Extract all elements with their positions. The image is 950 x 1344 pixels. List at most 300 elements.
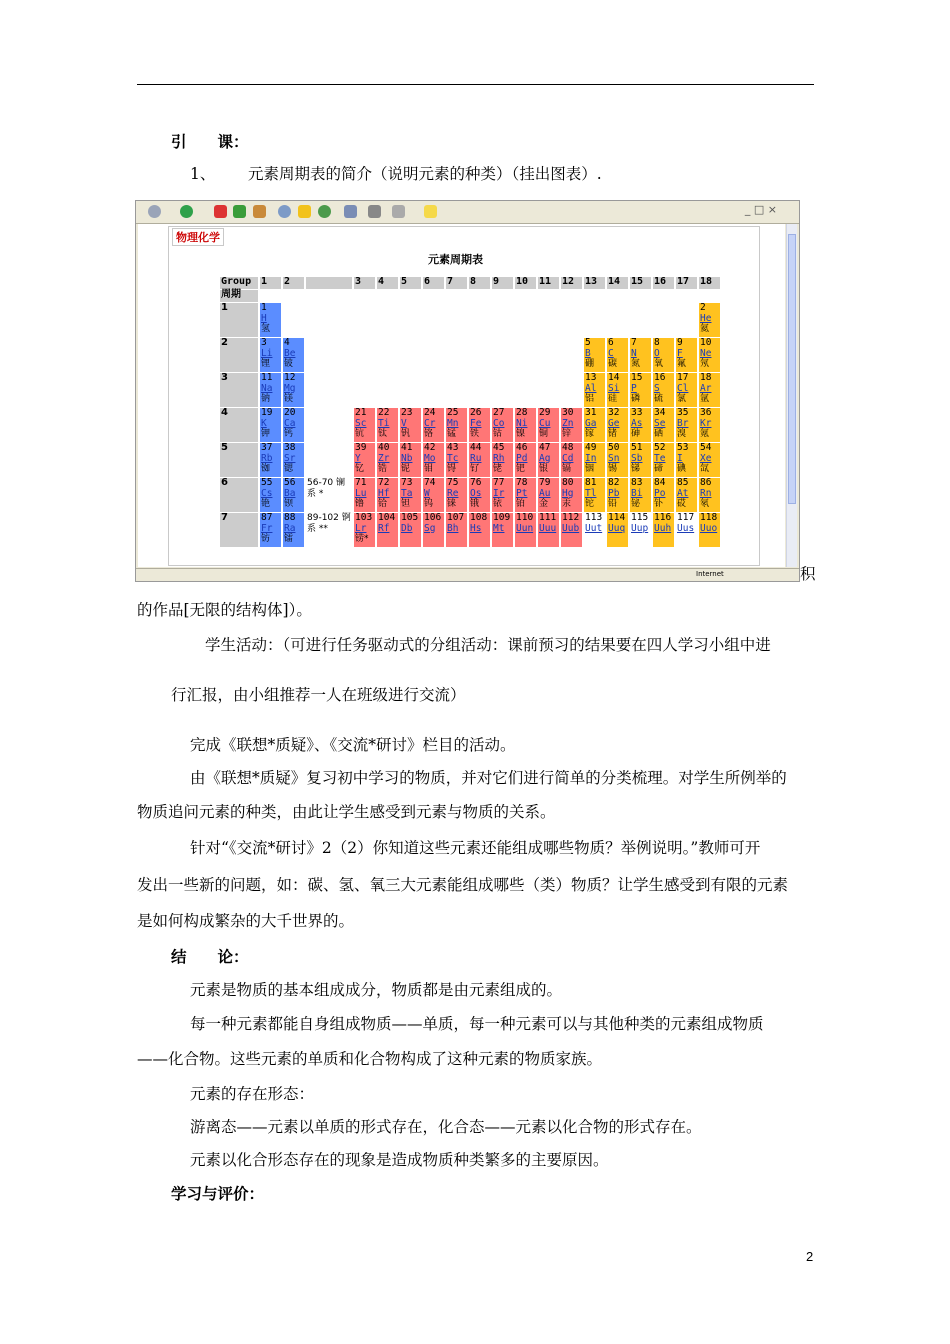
browser-screenshot — [135, 200, 800, 582]
element-name: 钽 — [401, 499, 411, 509]
element-cell — [653, 478, 674, 512]
group-header: 2 — [283, 277, 304, 289]
element-number: 4 — [284, 337, 290, 348]
print-icon[interactable] — [368, 205, 381, 218]
element-number: 18 — [700, 372, 712, 383]
element-name: 钫 — [261, 534, 271, 544]
group-header: 3 — [354, 277, 375, 289]
element-cell — [630, 443, 651, 477]
conclusion-1: 元素是物质的基本组成成分，物质都是由元素组成的。 — [190, 981, 563, 999]
element-symbol-link[interactable]: Rh — [493, 452, 505, 464]
element-symbol-link[interactable]: Pd — [516, 452, 528, 464]
element-cell — [283, 373, 304, 407]
element-name: 硼 — [585, 359, 595, 369]
element-cell — [260, 443, 281, 477]
element-number: 45 — [493, 442, 505, 453]
element-number: 118 — [700, 512, 718, 523]
element-symbol-link[interactable]: Uuu — [539, 522, 557, 534]
element-number: 76 — [470, 477, 482, 488]
element-name: 铱 — [493, 499, 503, 509]
element-name: 镁 — [284, 394, 294, 404]
element-symbol-link[interactable]: Sb — [631, 452, 643, 464]
folder-icon[interactable] — [424, 205, 437, 218]
element-name: 锆 — [378, 464, 388, 474]
empty-cell — [446, 338, 467, 372]
element-number: 19 — [261, 407, 273, 418]
element-symbol-link[interactable]: Sg — [424, 522, 436, 534]
element-symbol-link[interactable]: Ag — [539, 452, 551, 464]
element-symbol-link[interactable]: Te — [654, 452, 666, 464]
mail-icon[interactable] — [344, 205, 357, 218]
forward-icon[interactable] — [180, 205, 193, 218]
history-icon[interactable] — [318, 205, 331, 218]
element-symbol-link[interactable]: Xe — [700, 452, 712, 464]
element-name: 铋 — [631, 499, 641, 509]
element-symbol-link[interactable]: P — [631, 382, 637, 394]
element-number: 41 — [401, 442, 413, 453]
element-number: 17 — [677, 372, 689, 383]
element-symbol-link[interactable]: C — [608, 347, 614, 359]
paragraph-3b: 发出一些新的问题，如：碳、氢、氧三大元素能组成哪些（类）物质？让学生感受到有限的元素 — [137, 876, 789, 894]
element-symbol-link[interactable]: Cl — [677, 382, 689, 394]
periodic-table-title: 元素周期表 — [428, 253, 483, 266]
group-header: 8 — [469, 277, 490, 289]
text-tail-char: 积 — [800, 565, 816, 583]
group-header-label: Group — [220, 277, 258, 289]
element-name: 铼 — [447, 499, 457, 509]
site-tab[interactable]: 物理化学 — [172, 228, 224, 246]
element-cell — [699, 443, 720, 477]
element-number: 73 — [401, 477, 413, 488]
element-cell — [469, 408, 490, 442]
element-symbol-link[interactable]: Ni — [516, 417, 528, 429]
element-number: 72 — [378, 477, 390, 488]
element-symbol-link[interactable]: Ti — [378, 417, 390, 429]
element-cell — [423, 408, 444, 442]
element-symbol-link[interactable]: Uuq — [608, 522, 626, 534]
empty-cell — [354, 303, 375, 337]
element-symbol-link[interactable]: Kr — [700, 417, 712, 429]
element-cell — [283, 478, 304, 512]
element-cell — [492, 443, 513, 477]
element-cell — [492, 478, 513, 512]
element-number: 23 — [401, 407, 413, 418]
element-number: 13 — [585, 372, 597, 383]
element-symbol-link[interactable]: Rf — [378, 522, 390, 534]
element-cell — [607, 408, 628, 442]
empty-cell — [492, 373, 513, 407]
element-number: 107 — [447, 512, 465, 523]
element-symbol-link[interactable]: Bi — [631, 487, 643, 499]
activity-line-2: 行汇报，由小组推荐一人在班级进行交流） — [171, 686, 466, 704]
element-number: 34 — [654, 407, 666, 418]
element-symbol-link[interactable]: Si — [608, 382, 620, 394]
empty-cell — [354, 338, 375, 372]
element-symbol-link[interactable]: W — [424, 487, 430, 499]
element-name: 钌 — [470, 464, 480, 474]
element-number: 31 — [585, 407, 597, 418]
element-symbol-link[interactable]: Zr — [378, 452, 390, 464]
conclusion-2a: 每一种元素都能自身组成物质——单质，每一种元素可以与其他种类的元素组成物质 — [190, 1015, 764, 1033]
element-symbol-link[interactable]: Ba — [284, 487, 296, 499]
element-number: 77 — [493, 477, 505, 488]
element-number: 20 — [284, 407, 296, 418]
element-number: 115 — [631, 512, 649, 523]
element-cell — [699, 338, 720, 372]
element-symbol-link[interactable]: S — [654, 382, 660, 394]
empty-cell — [469, 303, 490, 337]
element-number: 53 — [677, 442, 689, 453]
element-cell — [607, 513, 628, 547]
element-symbol-link[interactable]: Bh — [447, 522, 459, 534]
element-symbol-link[interactable]: Mg — [284, 382, 296, 394]
element-symbol-link[interactable]: Au — [539, 487, 551, 499]
empty-cell — [538, 303, 559, 337]
element-cell — [630, 408, 651, 442]
element-cell — [423, 478, 444, 512]
element-symbol-link[interactable]: Zn — [562, 417, 574, 429]
element-cell — [260, 338, 281, 372]
empty-cell — [306, 303, 352, 337]
empty-cell — [515, 338, 536, 372]
element-name: 砹 — [677, 499, 687, 509]
element-number: 24 — [424, 407, 436, 418]
study-heading: 学习与评价： — [171, 1185, 265, 1203]
element-symbol-link[interactable]: Se — [654, 417, 666, 429]
empty-cell — [377, 303, 398, 337]
edit-icon[interactable] — [392, 205, 405, 218]
element-cell — [377, 513, 398, 547]
element-name: 铹* — [355, 534, 369, 544]
element-symbol-link[interactable]: In — [585, 452, 597, 464]
element-symbol-link[interactable]: Uus — [677, 522, 695, 534]
paragraph-1: 完成《联想*质疑》、《交流*研讨》栏目的活动。 — [190, 736, 516, 754]
element-symbol-link[interactable]: Sr — [284, 452, 296, 464]
period-number: 5 — [220, 443, 258, 477]
element-symbol-link[interactable]: Na — [261, 382, 273, 394]
element-number: 46 — [516, 442, 528, 453]
element-symbol-link[interactable]: Hs — [470, 522, 482, 534]
element-symbol-link[interactable]: Cd — [562, 452, 574, 464]
element-symbol-link[interactable]: Br — [677, 417, 689, 429]
element-name: 铜 — [539, 429, 549, 439]
element-name: 铌 — [401, 464, 411, 474]
element-cell — [561, 408, 582, 442]
element-name: 钼 — [424, 464, 434, 474]
element-number: 49 — [585, 442, 597, 453]
paragraph-3c: 是如何构成繁杂的大千世界的。 — [137, 912, 355, 930]
element-symbol-link[interactable]: Ca — [284, 417, 296, 429]
element-name: 磷 — [631, 394, 641, 404]
element-number: 71 — [355, 477, 367, 488]
element-cell — [676, 513, 697, 547]
element-name: 氖 — [700, 359, 710, 369]
element-symbol-link[interactable]: As — [631, 417, 643, 429]
element-name: 锶 — [284, 464, 294, 474]
element-symbol-link[interactable]: Co — [493, 417, 505, 429]
element-symbol-link[interactable]: F — [677, 347, 683, 359]
element-symbol-link[interactable]: Cs — [261, 487, 273, 499]
home-icon[interactable] — [253, 205, 266, 218]
element-name: 铯 — [261, 499, 271, 509]
element-symbol-link[interactable]: V — [401, 417, 407, 429]
empty-cell — [492, 338, 513, 372]
element-cell — [630, 373, 651, 407]
empty-cell — [584, 303, 605, 337]
period-number: 4 — [220, 408, 258, 442]
element-name: 钴 — [493, 429, 503, 439]
element-symbol-link[interactable]: Tc — [447, 452, 459, 464]
element-name: 钒 — [401, 429, 411, 439]
conclusion-heading: 结 论： — [171, 948, 249, 966]
element-number: 81 — [585, 477, 597, 488]
conclusion-3: 元素的存在形态： — [190, 1085, 315, 1103]
element-symbol-link[interactable]: Re — [447, 487, 459, 499]
element-symbol-link[interactable]: Lr — [355, 522, 367, 534]
element-symbol-link[interactable]: Nb — [401, 452, 413, 464]
element-cell — [354, 478, 375, 512]
element-number: 42 — [424, 442, 436, 453]
element-symbol-link[interactable]: Pt — [516, 487, 528, 499]
element-symbol-link[interactable]: K — [261, 417, 267, 429]
element-number: 86 — [700, 477, 712, 488]
element-name: 铂 — [516, 499, 526, 509]
element-cell — [699, 373, 720, 407]
element-name: 汞 — [562, 499, 572, 509]
element-symbol-link[interactable]: B — [585, 347, 591, 359]
element-symbol-link[interactable]: Uuo — [700, 522, 718, 534]
element-number: 50 — [608, 442, 620, 453]
element-symbol-link[interactable]: Ar — [700, 382, 712, 394]
element-symbol-link[interactable]: Uup — [631, 522, 649, 534]
element-name: 镥 — [355, 499, 365, 509]
scrollbar-thumb[interactable] — [788, 234, 796, 504]
element-symbol-link[interactable]: Al — [585, 382, 597, 394]
element-name: 硅 — [608, 394, 618, 404]
element-symbol-link[interactable]: Mt — [493, 522, 505, 534]
element-symbol-link[interactable]: He — [700, 312, 712, 324]
element-name: 锗 — [608, 429, 618, 439]
empty-cell — [423, 373, 444, 407]
group-header: 4 — [377, 277, 398, 289]
lanthanide-series: 56-70 镧系 * — [307, 478, 346, 499]
element-symbol-link[interactable]: Cr — [424, 417, 436, 429]
element-symbol-link[interactable]: Uuh — [654, 522, 672, 534]
element-name: 氯 — [677, 394, 687, 404]
element-number: 37 — [261, 442, 273, 453]
element-symbol-link[interactable]: Mn — [447, 417, 459, 429]
element-symbol-link[interactable]: Pb — [608, 487, 620, 499]
element-name: 氩 — [700, 394, 710, 404]
element-symbol-link[interactable]: Ta — [401, 487, 413, 499]
element-symbol-link[interactable]: Cu — [539, 417, 551, 429]
element-symbol-link[interactable]: Ne — [700, 347, 712, 359]
element-symbol-link[interactable]: Ru — [470, 452, 482, 464]
element-symbol-link[interactable]: Rb — [261, 452, 273, 464]
element-cell — [607, 478, 628, 512]
element-symbol-link[interactable]: Os — [470, 487, 482, 499]
browser-viewport — [138, 224, 785, 567]
element-name: 氮 — [631, 359, 641, 369]
element-cell — [561, 513, 582, 547]
element-name: 氡 — [700, 499, 710, 509]
window-controls[interactable]: _ □ × — [744, 203, 777, 216]
group-header: 12 — [561, 277, 582, 289]
element-cell — [676, 373, 697, 407]
back-icon[interactable] — [148, 205, 161, 218]
empty-cell — [561, 373, 582, 407]
element-symbol-link[interactable]: Uub — [562, 522, 580, 534]
empty-cell — [561, 338, 582, 372]
element-name: 氟 — [677, 359, 687, 369]
empty-cell — [607, 303, 628, 337]
element-number: 7 — [631, 337, 637, 348]
group-header: 1 — [260, 277, 281, 289]
element-number: 28 — [516, 407, 528, 418]
element-number: 48 — [562, 442, 574, 453]
element-number: 106 — [424, 512, 442, 523]
element-name: 镉 — [562, 464, 572, 474]
element-symbol-link[interactable]: Fr — [261, 522, 273, 534]
paragraph-3a: 针对“《交流*研讨》2（2）你知道这些元素还能组成哪些物质？举例说明。”教师可开 — [190, 839, 761, 857]
element-number: 83 — [631, 477, 643, 488]
group-header — [306, 277, 352, 289]
element-name: 锡 — [608, 464, 618, 474]
element-number: 21 — [355, 407, 367, 418]
element-symbol-link[interactable]: Hf — [378, 487, 390, 499]
empty-cell — [469, 373, 490, 407]
refresh-icon[interactable] — [233, 205, 246, 218]
element-cell — [538, 478, 559, 512]
item-number: 1、 — [190, 165, 216, 183]
element-name: 银 — [539, 464, 549, 474]
element-number: 33 — [631, 407, 643, 418]
item-text: 元素周期表的简介（说明元素的种类）（挂出图表）. — [248, 165, 602, 183]
element-cell — [630, 478, 651, 512]
element-name: 锂 — [261, 359, 271, 369]
element-symbol-link[interactable]: Rn — [700, 487, 712, 499]
element-symbol-link[interactable]: Be — [284, 347, 296, 359]
element-cell — [653, 373, 674, 407]
element-number: 104 — [378, 512, 396, 523]
element-name: 钠 — [261, 394, 271, 404]
element-name: 硒 — [654, 429, 664, 439]
element-cell — [584, 373, 605, 407]
element-number: 56 — [284, 477, 296, 488]
element-cell — [584, 408, 605, 442]
element-number: 1 — [261, 302, 267, 313]
element-cell — [446, 443, 467, 477]
element-symbol-link[interactable]: Li — [261, 347, 273, 359]
element-symbol-link[interactable]: N — [631, 347, 637, 359]
element-cell — [283, 338, 304, 372]
element-cell — [400, 408, 421, 442]
element-symbol-link[interactable]: Hg — [562, 487, 574, 499]
element-symbol-link[interactable]: Uut — [585, 522, 603, 534]
paragraph-2a: 由《联想*质疑》复习初中学习的物质，并对它们进行简单的分类梳理。对学生所例举的 — [190, 769, 787, 787]
element-symbol-link[interactable]: Ge — [608, 417, 620, 429]
group-header: 15 — [630, 277, 651, 289]
element-cell — [446, 408, 467, 442]
element-symbol-link[interactable]: O — [654, 347, 660, 359]
element-number: 88 — [284, 512, 296, 523]
element-symbol-link[interactable]: Po — [654, 487, 666, 499]
stop-icon[interactable] — [214, 205, 227, 218]
intro-heading: 引 课： — [171, 133, 249, 151]
vertical-scrollbar[interactable] — [786, 224, 797, 567]
element-cell — [377, 443, 398, 477]
period-number: 1 — [220, 303, 258, 337]
element-symbol-link[interactable]: Sn — [608, 452, 620, 464]
element-number: 10 — [700, 337, 712, 348]
element-symbol-link[interactable]: Ga — [585, 417, 597, 429]
element-name: 铝 — [585, 394, 595, 404]
activity-line-1: 学生活动：（可进行任务驱动式的分组活动：课前预习的结果要在四人学习小组中进 — [205, 636, 771, 654]
element-symbol-link[interactable]: Db — [401, 522, 413, 534]
element-number: 26 — [470, 407, 482, 418]
element-number: 15 — [631, 372, 643, 383]
element-symbol-link[interactable]: Mo — [424, 452, 436, 464]
element-name: 硫 — [654, 394, 664, 404]
element-number: 110 — [516, 512, 534, 523]
element-number: 38 — [284, 442, 296, 453]
group-header: 10 — [515, 277, 536, 289]
element-cell — [515, 513, 536, 547]
element-cell — [561, 443, 582, 477]
status-bar — [136, 568, 799, 581]
conclusion-2b: ——化合物。这些元素的单质和化合物构成了这种元素的物质家族。 — [137, 1050, 603, 1068]
group-header: 7 — [446, 277, 467, 289]
empty-cell — [515, 303, 536, 337]
element-symbol-link[interactable]: Uun — [516, 522, 534, 534]
actinide-series: 89-102 锕系 ** — [307, 513, 351, 534]
favorites-icon[interactable] — [298, 205, 311, 218]
element-symbol-link[interactable]: Tl — [585, 487, 597, 499]
search-icon[interactable] — [278, 205, 291, 218]
element-cell — [699, 478, 720, 512]
element-cell — [260, 408, 281, 442]
empty-cell — [306, 443, 352, 477]
element-number: 14 — [608, 372, 620, 383]
element-symbol-link[interactable]: Ra — [284, 522, 296, 534]
element-symbol-link[interactable]: I — [677, 452, 683, 464]
empty-cell — [653, 303, 674, 337]
element-symbol-link[interactable]: H — [261, 312, 267, 324]
element-cell — [699, 513, 720, 547]
element-symbol-link[interactable]: Ir — [493, 487, 505, 499]
period-number: 6 — [220, 478, 258, 512]
element-cell — [676, 338, 697, 372]
period-number: 7 — [220, 513, 258, 547]
element-number: 29 — [539, 407, 551, 418]
element-symbol-link[interactable]: Y — [355, 452, 361, 464]
element-name: 镍 — [516, 429, 526, 439]
element-symbol-link[interactable]: Fe — [470, 417, 482, 429]
element-cell — [538, 443, 559, 477]
element-cell — [354, 513, 375, 547]
element-number: 22 — [378, 407, 390, 418]
element-cell — [446, 478, 467, 512]
empty-cell — [423, 338, 444, 372]
element-number: 78 — [516, 477, 528, 488]
element-cell — [446, 513, 467, 547]
element-symbol-link[interactable]: At — [677, 487, 689, 499]
empty-cell — [446, 373, 467, 407]
element-symbol-link[interactable]: Sc — [355, 417, 367, 429]
group-header: 6 — [423, 277, 444, 289]
element-symbol-link[interactable]: Lu — [355, 487, 367, 499]
empty-cell — [400, 338, 421, 372]
